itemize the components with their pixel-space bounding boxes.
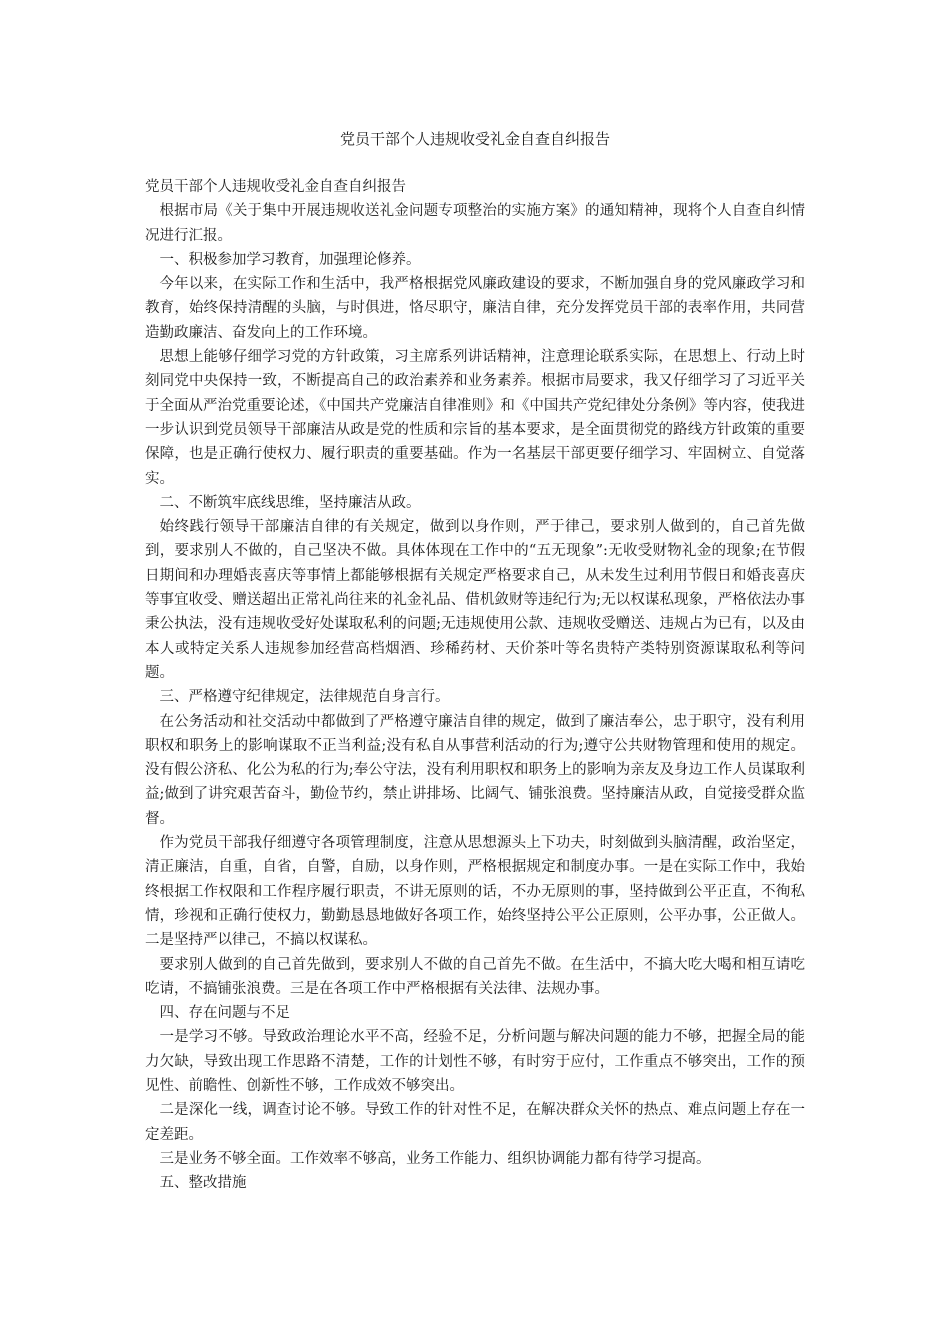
section-heading: 四、存在问题与不足 bbox=[159, 1005, 290, 1022]
section-heading: 一、积极参加学习教育，加强理论修养。 bbox=[159, 251, 421, 268]
paragraph: 在公务活动和社交活动中都做到了严格遵守廉洁自律的规定，做到了廉洁奉公，忠于职守，没有利用职权和职务上的影响谋取不正当利益;没有私自从事营利活动的行为;遵守公共财物管理和使用的规定。没有假公济私、化公为私的行为;奉公守法，没有利用职权和职务上的影响为亲友及身边工作人员谋取利益;做到了讲究艰苦奋斗，勤俭节约，禁止讲排场、比阔气、铺张浪费。坚持廉洁从政，自觉接受群众监督。 bbox=[145, 713, 805, 827]
paragraph: 三是业务不够全面。工作效率不够高，业务工作能力、组织协调能力都有待学习提高。 bbox=[159, 1150, 711, 1167]
section-heading: 五、整改措施 bbox=[159, 1175, 247, 1192]
paragraph: 一是学习不够。导致政治理论水平不高，经验不足，分析问题与解决问题的能力不够，把握全局的能力欠缺，导致出现工作思路不清楚，工作的计划性不够，有时穷于应付，工作重点不够突出，工作的预见性、前瞻性、创新性不够，工作成效不够突出。 bbox=[145, 1029, 805, 1094]
paragraph: 要求别人做到的自己首先做到，要求别人不做的自己首先不做。在生活中，不搞大吃大喝和相互请吃吃请，不搞铺张浪费。三是在各项工作中严格根据有关法律、法规办事。 bbox=[145, 956, 805, 997]
section-heading: 二、不断筑牢底线思维，坚持廉洁从政。 bbox=[159, 494, 421, 511]
section-heading: 三、严格遵守纪律规定，法律规范自身言行。 bbox=[159, 689, 450, 706]
paragraph: 党员干部个人违规收受礼金自查自纠报告 bbox=[145, 179, 406, 195]
paragraph: 始终践行领导干部廉洁自律的有关规定，做到以身作则，严于律己，要求别人做到的，自己首先做到，要求别人不做的，自己坚决不做。具体体现在工作中的“五无现象”:无收受财物礼金的现象;在节假日期间和办理婚丧喜庆等事情上都能够根据有关规定严格要求自己，从未发生过利用节假日和婚丧喜庆等事宜收受、赠送超出正常礼尚往来的礼金礼品、借机敛财等违纪行为;无以权谋私现象，严格依法办事秉公执法，没有违规收受好处谋取私利的问题;无违规使用公款、违规收受赠送、违规占为已有，以及由本人或特定关系人违规参加经营高档烟酒、珍稀药材、天价茶叶等名贵特产类特别资源谋取私利等问题。 bbox=[145, 519, 805, 681]
paragraph: 思想上能够仔细学习党的方针政策，习主席系列讲话精神，注意理论联系实际，在思想上、行动上时刻同党中央保持一致，不断提高自己的政治素养和业务素养。根据市局要求，我又仔细学习了习近平关于全面从严治党重要论述，《中国共产党廉洁自律准则》和《中国共产党纪律处分条例》等内容，使我进一步认识到党员领导干部廉洁从政是党的性质和宗旨的基本要求，是全面贯彻党的路线方针政策的重要保障，也是正确行使权力、履行职责的重要基础。作为一名基层干部更要仔细学习、牢固树立、自觉落实。 bbox=[145, 349, 805, 487]
paragraph: 二是深化一线，调查讨论不够。导致工作的针对性不足，在解决群众关怀的热点、难点问题上存在一定差距。 bbox=[145, 1102, 805, 1143]
document-title: 党员干部个人违规收受礼金自查自纠报告 bbox=[339, 130, 610, 148]
paragraph: 作为党员干部我仔细遵守各项管理制度，注意从思想源头上下功夫，时刻做到头脑清醒，政治坚定，清正廉洁，自重，自省，自警，自励，以身作则，严格根据规定和制度办事。一是在实际工作中，我始终根据工作权限和工作程序履行职责，不讲无原则的话，不办无原则的事，坚持做到公平正直，不徇私情，珍视和正确行使权力，勤勤恳恳地做好各项工作，始终坚持公平公正原则，公平办事，公正做人。二是坚持严以律己，不搞以权谋私。 bbox=[145, 835, 805, 949]
document-body bbox=[145, 175, 805, 1195]
paragraph: 今年以来，在实际工作和生活中，我严格根据党风廉政建设的要求，不断加强自身的党风廉政学习和教育，始终保持清醒的头脑，与时俱进，恪尽职守，廉洁自律，充分发挥党员干部的表率作用，共同营造勤政廉洁、奋发向上的工作环境。 bbox=[145, 276, 805, 341]
paragraph: 根据市局《关于集中开展违规收送礼金问题专项整治的实施方案》的通知精神，现将个人自查自纠情况进行汇报。 bbox=[145, 203, 805, 244]
